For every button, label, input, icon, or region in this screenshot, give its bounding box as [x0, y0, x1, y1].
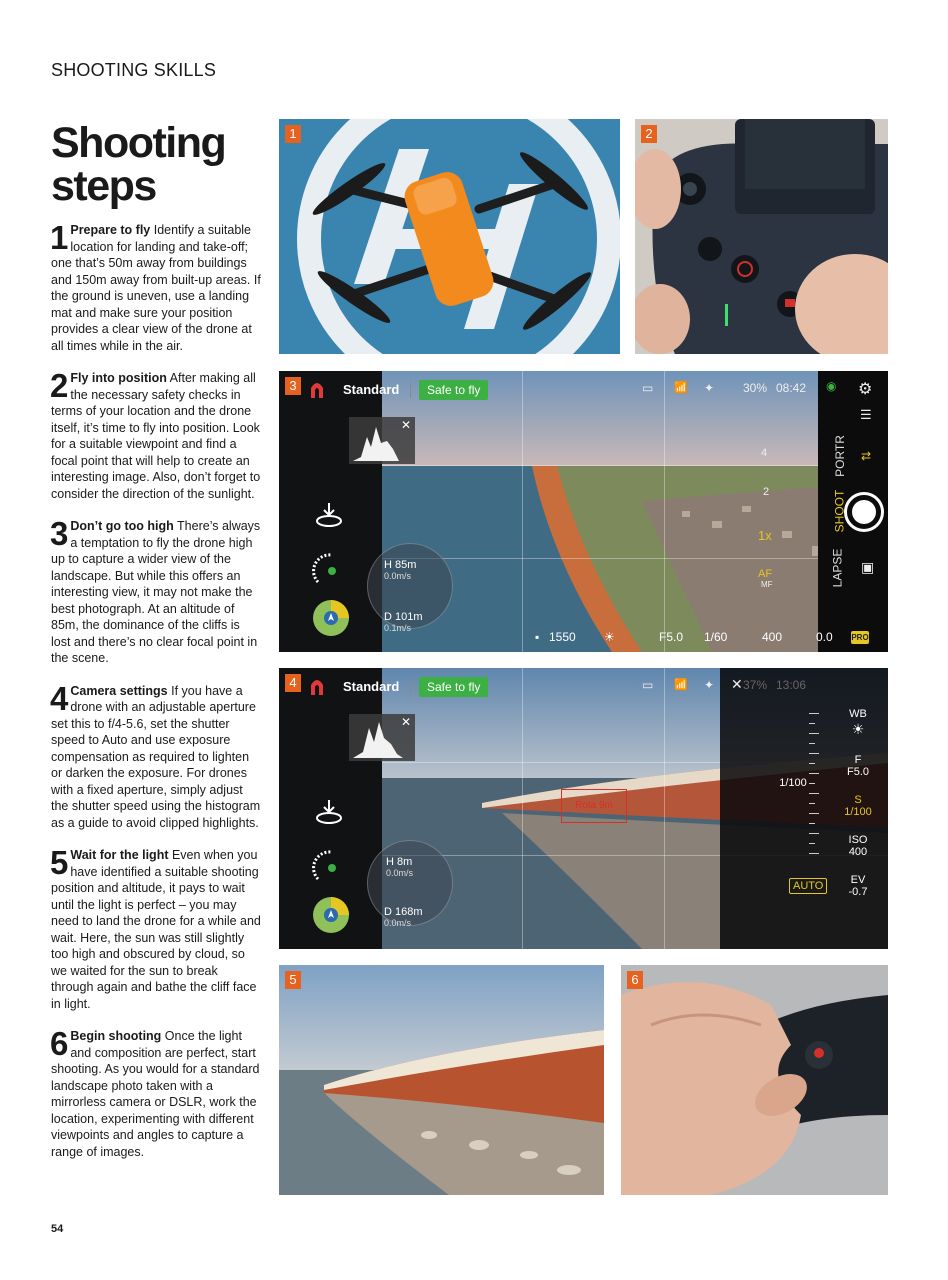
step-5 [50, 844, 261, 1012]
height-value: H 8m [386, 856, 413, 868]
storage-icon: ▪ [535, 630, 540, 644]
step-4 [50, 679, 261, 832]
distance-readout [384, 906, 423, 928]
step-body: There’s always a temptation to fly the drone high up to capture a wider view of the landscape. But while this offers an interesting view, it may not make the best photograph. At an altitude of 85m, the dominance of the cliffs is lost and there’s no clear focal point in the scene. [51, 519, 261, 665]
signal-icon: 📶 [674, 679, 688, 691]
grid-line [664, 371, 665, 652]
height-value: H 85m [384, 559, 417, 571]
gimbal-angle-icon [312, 849, 350, 887]
page-number: 54 [51, 1223, 64, 1235]
shutter-value: 1/60 [704, 630, 728, 644]
photo-badge: 1 [285, 125, 301, 143]
drone-app-screen-4 [279, 668, 888, 949]
step-heading: Begin shooting [70, 1029, 162, 1043]
photo-cliffs-final [279, 965, 604, 1195]
step-heading: Fly into position [70, 371, 167, 385]
vertical-speed: 0.0m/s [386, 868, 414, 878]
shutter-button[interactable] [844, 492, 884, 532]
iso-value: 400 [762, 630, 783, 644]
step-body: Identify a suitable location for landing and take-off; one that’s 50m away from buildings and 150m away from built-up areas. If the ground is uneven, use a landing mat and make sure your position provides a clear view of the drone at all times while in the air. [51, 223, 261, 353]
horizontal-speed: 0.1m/s [384, 623, 412, 633]
step-heading: Wait for the light [70, 848, 169, 862]
ev-value: 0.0 [816, 630, 833, 644]
zoom-level-1x[interactable]: 1x [758, 528, 772, 543]
manual-focus-label: MF [761, 580, 773, 589]
controller-illustration [635, 119, 888, 354]
step-number: 3 [50, 515, 69, 552]
landing-icon[interactable] [315, 501, 343, 527]
battery-percent: 30% [743, 381, 768, 395]
drone-app-screen-3 [279, 371, 888, 652]
pro-mode-button[interactable]: PRO [851, 633, 869, 642]
vertical-speed: 0.0m/s [384, 571, 412, 581]
battery-percent: 37% [743, 678, 768, 692]
gallery-icon[interactable]: ▣ [861, 559, 875, 575]
gimbal-angle-icon [312, 552, 350, 590]
step-body: If you have a drone with an adjustable aperture set this to f/4-5.6, set the shutter speed to Auto and use exposure compensation as required to lighten or darken the exposure. For drones with a fixed aperture, simply adjust the shutter speed using the histogram as a guide to avoid clipped highlights. [51, 683, 261, 830]
app-logo-icon [309, 677, 325, 695]
distance-readout [384, 611, 423, 633]
screen-badge: 4 [285, 674, 301, 692]
step-2 [50, 367, 261, 502]
grid-line [382, 558, 888, 559]
photo-badge: 2 [641, 125, 657, 143]
flight-time: 08:42 [776, 381, 807, 395]
drone-landing-pad-illustration [279, 119, 620, 354]
camera-view [382, 371, 888, 652]
shutter-label[interactable]: S [854, 794, 862, 806]
signal-icon: 📶 [674, 382, 688, 394]
step-number: 6 [50, 1025, 69, 1062]
photo-drone-on-landing-pad [279, 119, 620, 354]
right-control-panel [818, 371, 888, 652]
remote-battery-icon: ▭ [642, 381, 654, 395]
landing-icon[interactable] [315, 798, 343, 824]
photo-remote-controller [635, 119, 888, 354]
flight-mode-button[interactable]: Standard [343, 679, 400, 694]
step-number: 4 [50, 679, 69, 717]
step-3 [50, 515, 261, 667]
ev-value: -0.7 [848, 886, 868, 898]
iso-label[interactable]: ISO [848, 834, 868, 846]
steps-column [50, 219, 261, 1176]
screen-badge: 3 [285, 377, 301, 395]
height-readout [386, 856, 413, 878]
sliders-icon[interactable]: ☰ [860, 407, 872, 422]
mode-portrait[interactable]: PORTR [832, 435, 847, 477]
height-readout [384, 559, 416, 581]
photo-badge: 6 [627, 971, 643, 989]
remote-battery-icon: ▭ [642, 678, 654, 692]
distance-value: D 101m [384, 611, 423, 623]
remaining-shots: 1550 [549, 630, 576, 644]
step-1 [50, 219, 261, 354]
flight-mode-button[interactable]: Standard [343, 382, 400, 397]
camera-settings-bar[interactable] [529, 627, 888, 647]
mode-timelapse[interactable]: LAPSE [830, 548, 845, 588]
map-compass-icon[interactable] [312, 896, 350, 934]
shutter-scale-value: 1/100 [779, 777, 807, 789]
autofocus-toggle[interactable]: AF [758, 568, 773, 580]
grid-line [522, 668, 523, 949]
histogram-panel[interactable] [349, 714, 415, 761]
photo-hand-shutter-button [621, 965, 888, 1195]
step-number: 1 [50, 219, 69, 256]
photo-badge: 5 [285, 971, 301, 989]
focus-target-box[interactable]: Rota 9m [561, 789, 627, 823]
grid-line [382, 465, 888, 466]
aperture-label[interactable]: F [854, 754, 862, 766]
divider [410, 382, 411, 398]
histogram-panel[interactable] [349, 417, 415, 464]
step-body: After making all the necessary safety checks in terms of your location and the drone itself, it’s time to fly into position. Look for a suitable viewpoint and find a focal point that will help to create an interesting image. Also, don’t forget to consider the direction of the sunlight. [51, 371, 261, 501]
step-6 [50, 1025, 261, 1160]
connection-icon: ◉ [826, 379, 837, 393]
camera-switch-icon[interactable]: ⇄ [861, 449, 872, 463]
zoom-level-4[interactable]: 4 [761, 447, 768, 459]
grid-line [522, 371, 523, 652]
sun-icon: ☀ [851, 721, 865, 737]
safe-to-fly-badge[interactable]: Safe to fly [419, 677, 488, 697]
safe-to-fly-badge[interactable]: Safe to fly [419, 380, 488, 400]
aperture-value: F5.0 [846, 766, 869, 778]
hand-controller-illustration [621, 965, 888, 1195]
grid-line [664, 668, 665, 949]
step-number: 2 [50, 367, 69, 404]
white-balance-label[interactable]: WB [849, 708, 867, 720]
shutter-value: 1/100 [844, 806, 872, 818]
zoom-level-2[interactable]: 2 [763, 486, 770, 498]
flight-time: 13:06 [776, 678, 807, 692]
sun-icon: ☀ [604, 630, 615, 644]
gear-icon[interactable]: ⚙ [858, 381, 873, 398]
top-bar [279, 371, 888, 407]
iso-value: 400 [848, 846, 868, 858]
horizontal-speed: 0.0m/s [384, 918, 412, 928]
close-icon[interactable]: ✕ [731, 676, 743, 692]
cliff-landscape-illustration [279, 965, 604, 1195]
satellite-icon: ✦ [704, 381, 715, 395]
step-number: 5 [50, 844, 69, 881]
step-heading: Camera settings [70, 683, 168, 698]
step-body: Once the light and composition are perfect, start shooting. As you would for a standard landscape photo taken with a mirrorless camera or DSLR, work the location, experimenting with different viewpoints and angles to capture a range of images. [51, 1029, 260, 1159]
divider [410, 679, 411, 695]
section-label: SHOOTING SKILLS [51, 60, 217, 80]
distance-value: D 168m [384, 906, 423, 918]
map-compass-icon[interactable] [312, 599, 350, 637]
close-icon[interactable]: ✕ [400, 715, 411, 729]
step-body: Even when you have identified a suitable shooting position and altitude, it pays to wait until the light is perfect – you may need to land the drone for a while and wait. Here, the sun was still slightly too high and obscured by cloud, so we waited for the sun to break through again and bathe the cliff face in light. [51, 848, 261, 1011]
coastal-aerial-view [382, 371, 888, 652]
page-title: Shooting steps [51, 119, 226, 210]
auto-exposure-button[interactable]: AUTO [789, 878, 827, 894]
ev-label[interactable]: EV [850, 874, 866, 886]
app-logo-icon [309, 380, 325, 398]
step-heading: Don’t go too high [70, 519, 174, 533]
close-icon[interactable]: ✕ [400, 418, 411, 432]
top-bar [279, 668, 888, 704]
satellite-icon: ✦ [704, 678, 715, 692]
mode-shoot[interactable]: SHOOT [832, 489, 847, 533]
step-heading: Prepare to fly [70, 223, 151, 237]
aperture-value: F5.0 [659, 630, 684, 644]
